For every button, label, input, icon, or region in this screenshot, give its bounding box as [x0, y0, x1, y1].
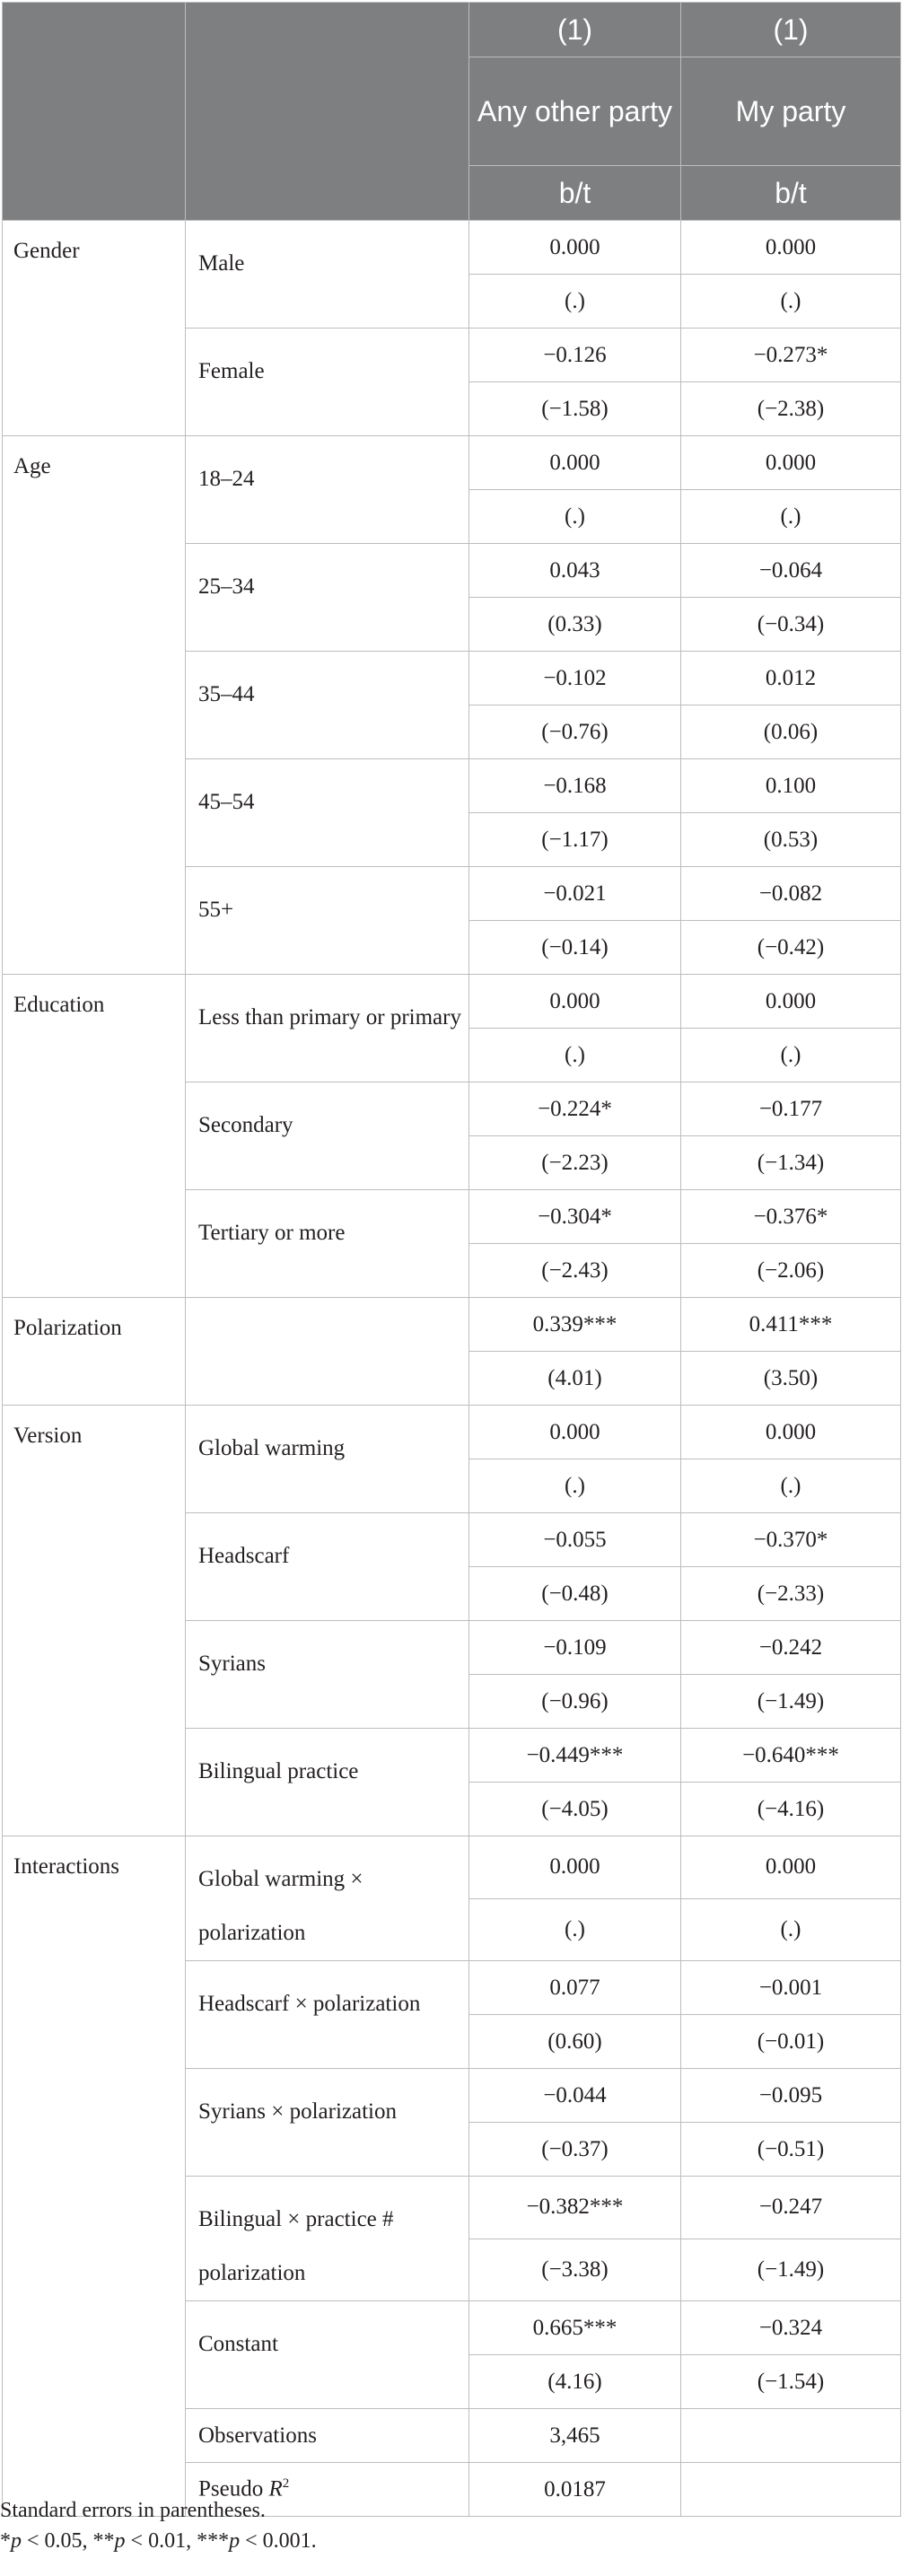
header-col-title: My party	[681, 57, 901, 166]
tstat-cell: (−1.54)	[681, 2355, 901, 2409]
table-body	[3, 221, 901, 2517]
tstat-cell: (−1.17)	[469, 813, 681, 867]
header-col-number: (1)	[469, 3, 681, 57]
tstat-cell: (−0.01)	[681, 2015, 901, 2069]
coefficient-cell: −0.109	[469, 1621, 681, 1675]
variable-label: Global warming	[186, 1406, 469, 1513]
header-blank-group	[3, 3, 186, 221]
coefficient-cell: −0.449***	[469, 1729, 681, 1783]
tstat-cell: (−0.42)	[681, 921, 901, 975]
tstat-cell: (−3.38)	[469, 2239, 681, 2301]
coefficient-cell: −0.064	[681, 544, 901, 598]
variable-label: 35–44	[186, 652, 469, 759]
coefficient-cell: 0.012	[681, 652, 901, 705]
coefficient-cell: −0.247	[681, 2177, 901, 2239]
table-notes	[0, 2495, 902, 2556]
coefficient-cell: −0.304*	[469, 1190, 681, 1244]
variable-label: Headscarf	[186, 1513, 469, 1621]
coefficient-cell: −0.102	[469, 652, 681, 705]
tstat-cell: (−2.38)	[681, 382, 901, 436]
coefficient-cell: 0.000	[469, 1836, 681, 1899]
table-row	[3, 1298, 901, 1352]
variable-label: 55+	[186, 867, 469, 975]
group-label: Age	[3, 436, 186, 975]
coefficient-cell: 0.000	[681, 1406, 901, 1459]
tstat-cell: (.)	[469, 490, 681, 544]
coefficient-cell: 0.077	[469, 1961, 681, 2015]
header-stat-label: b/t	[469, 166, 681, 221]
tstat-cell: (.)	[681, 1898, 901, 1961]
coefficient-cell: 0.000	[681, 436, 901, 490]
tstat-cell: (−0.76)	[469, 705, 681, 759]
tstat-cell: (.)	[681, 275, 901, 329]
variable-label: Syrians	[186, 1621, 469, 1729]
tstat-cell: (4.01)	[469, 1352, 681, 1406]
tstat-cell: (−1.34)	[681, 1136, 901, 1190]
variable-label: Bilingual practice	[186, 1729, 469, 1836]
coefficient-cell: 0.000	[469, 975, 681, 1029]
tstat-cell: (−1.58)	[469, 382, 681, 436]
group-label: Interactions	[3, 1836, 186, 2517]
variable-label: Female	[186, 329, 469, 436]
variable-label: Syrians × polarization	[186, 2069, 469, 2177]
coefficient-cell: 0.339***	[469, 1298, 681, 1352]
coefficient-cell: 0.000	[469, 1406, 681, 1459]
tstat-cell: (0.33)	[469, 598, 681, 652]
variable-label: Tertiary or more	[186, 1190, 469, 1298]
coefficient-cell: −0.177	[681, 1082, 901, 1136]
coefficient-cell: −0.324	[681, 2301, 901, 2355]
variable-label: 18–24	[186, 436, 469, 544]
coefficient-cell: −0.382***	[469, 2177, 681, 2239]
coefficient-cell: 0.000	[681, 221, 901, 275]
coefficient-cell: −0.044	[469, 2069, 681, 2123]
table-row	[3, 975, 901, 1029]
coefficient-cell: −0.168	[469, 759, 681, 813]
coefficient-cell: −0.273*	[681, 329, 901, 382]
tstat-cell: (−0.34)	[681, 598, 901, 652]
table-header	[3, 3, 901, 221]
group-label: Education	[3, 975, 186, 1298]
tstat-cell: (−2.23)	[469, 1136, 681, 1190]
table-row	[3, 1836, 901, 1899]
tstat-cell: (.)	[681, 1029, 901, 1082]
tstat-cell: (−0.51)	[681, 2123, 901, 2177]
coefficient-cell: 0.000	[469, 221, 681, 275]
coefficient-cell: −0.376*	[681, 1190, 901, 1244]
tstat-cell: (.)	[469, 1029, 681, 1082]
tstat-cell: (0.06)	[681, 705, 901, 759]
tstat-cell: (.)	[469, 1459, 681, 1513]
pseudo-r2-value: 0.0187	[469, 2463, 681, 2517]
variable-label: 45–54	[186, 759, 469, 867]
coefficient-cell: 0.411***	[681, 1298, 901, 1352]
tstat-cell: (−1.49)	[681, 1675, 901, 1729]
group-label: Gender	[3, 221, 186, 436]
regression-table	[2, 2, 901, 2517]
tstat-cell: (−1.49)	[681, 2239, 901, 2301]
header-col-title: Any other party	[469, 57, 681, 166]
pseudo-r2-label: Pseudo $R^2$	[186, 2463, 469, 2517]
tstat-cell: (−2.06)	[681, 1244, 901, 1298]
coefficient-cell: −0.095	[681, 2069, 901, 2123]
tstat-cell: (4.16)	[469, 2355, 681, 2409]
tstat-cell: (.)	[469, 275, 681, 329]
observations-value: 3,465	[469, 2409, 681, 2463]
tstat-cell: (−0.96)	[469, 1675, 681, 1729]
tstat-cell: (3.50)	[681, 1352, 901, 1406]
table-row	[3, 1406, 901, 1459]
coefficient-cell: −0.055	[469, 1513, 681, 1567]
notes-line-2: *p < 0.05, **p < 0.01, ***p < 0.001.	[0, 2529, 317, 2553]
tstat-cell: (.)	[681, 1459, 901, 1513]
variable-label: Global warming × polarization	[186, 1836, 469, 1961]
variable-label: Secondary	[186, 1082, 469, 1190]
observations-value	[681, 2409, 901, 2463]
variable-label	[186, 1298, 469, 1406]
coefficient-cell: −0.021	[469, 867, 681, 921]
tstat-cell: (−0.14)	[469, 921, 681, 975]
coefficient-cell: 0.000	[681, 1836, 901, 1899]
header-col-number: (1)	[681, 3, 901, 57]
coefficient-cell: 0.043	[469, 544, 681, 598]
tstat-cell: (.)	[469, 1898, 681, 1961]
tstat-cell: (−0.37)	[469, 2123, 681, 2177]
coefficient-cell: −0.126	[469, 329, 681, 382]
coefficient-cell: −0.370*	[681, 1513, 901, 1567]
coefficient-cell: 0.000	[681, 975, 901, 1029]
table-row	[3, 436, 901, 490]
variable-label: Less than primary or primary	[186, 975, 469, 1082]
tstat-cell: (−0.48)	[469, 1567, 681, 1621]
tstat-cell: (0.53)	[681, 813, 901, 867]
coefficient-cell: −0.640***	[681, 1729, 901, 1783]
tstat-cell: (−4.16)	[681, 1783, 901, 1836]
tstat-cell: (−2.43)	[469, 1244, 681, 1298]
coefficient-cell: −0.242	[681, 1621, 901, 1675]
tstat-cell: (−2.33)	[681, 1567, 901, 1621]
table-row	[3, 221, 901, 275]
tstat-cell: (0.60)	[469, 2015, 681, 2069]
variable-label: Constant	[186, 2301, 469, 2409]
variable-label: Headscarf × polarization	[186, 1961, 469, 2069]
coefficient-cell: −0.224*	[469, 1082, 681, 1136]
tstat-cell: (−4.05)	[469, 1783, 681, 1836]
variable-label: 25–34	[186, 544, 469, 652]
variable-label: Bilingual × practice # polarization	[186, 2177, 469, 2301]
coefficient-cell: 0.100	[681, 759, 901, 813]
coefficient-cell: 0.665***	[469, 2301, 681, 2355]
tstat-cell: (.)	[681, 490, 901, 544]
header-blank-variable	[186, 3, 469, 221]
group-label: Version	[3, 1406, 186, 1836]
notes-line-1: Standard errors in parentheses.	[0, 2499, 266, 2522]
coefficient-cell: 0.000	[469, 436, 681, 490]
coefficient-cell: −0.082	[681, 867, 901, 921]
observations-label: Observations	[186, 2409, 469, 2463]
coefficient-cell: −0.001	[681, 1961, 901, 2015]
group-label: Polarization	[3, 1298, 186, 1406]
variable-label: Male	[186, 221, 469, 329]
header-stat-label: b/t	[681, 166, 901, 221]
